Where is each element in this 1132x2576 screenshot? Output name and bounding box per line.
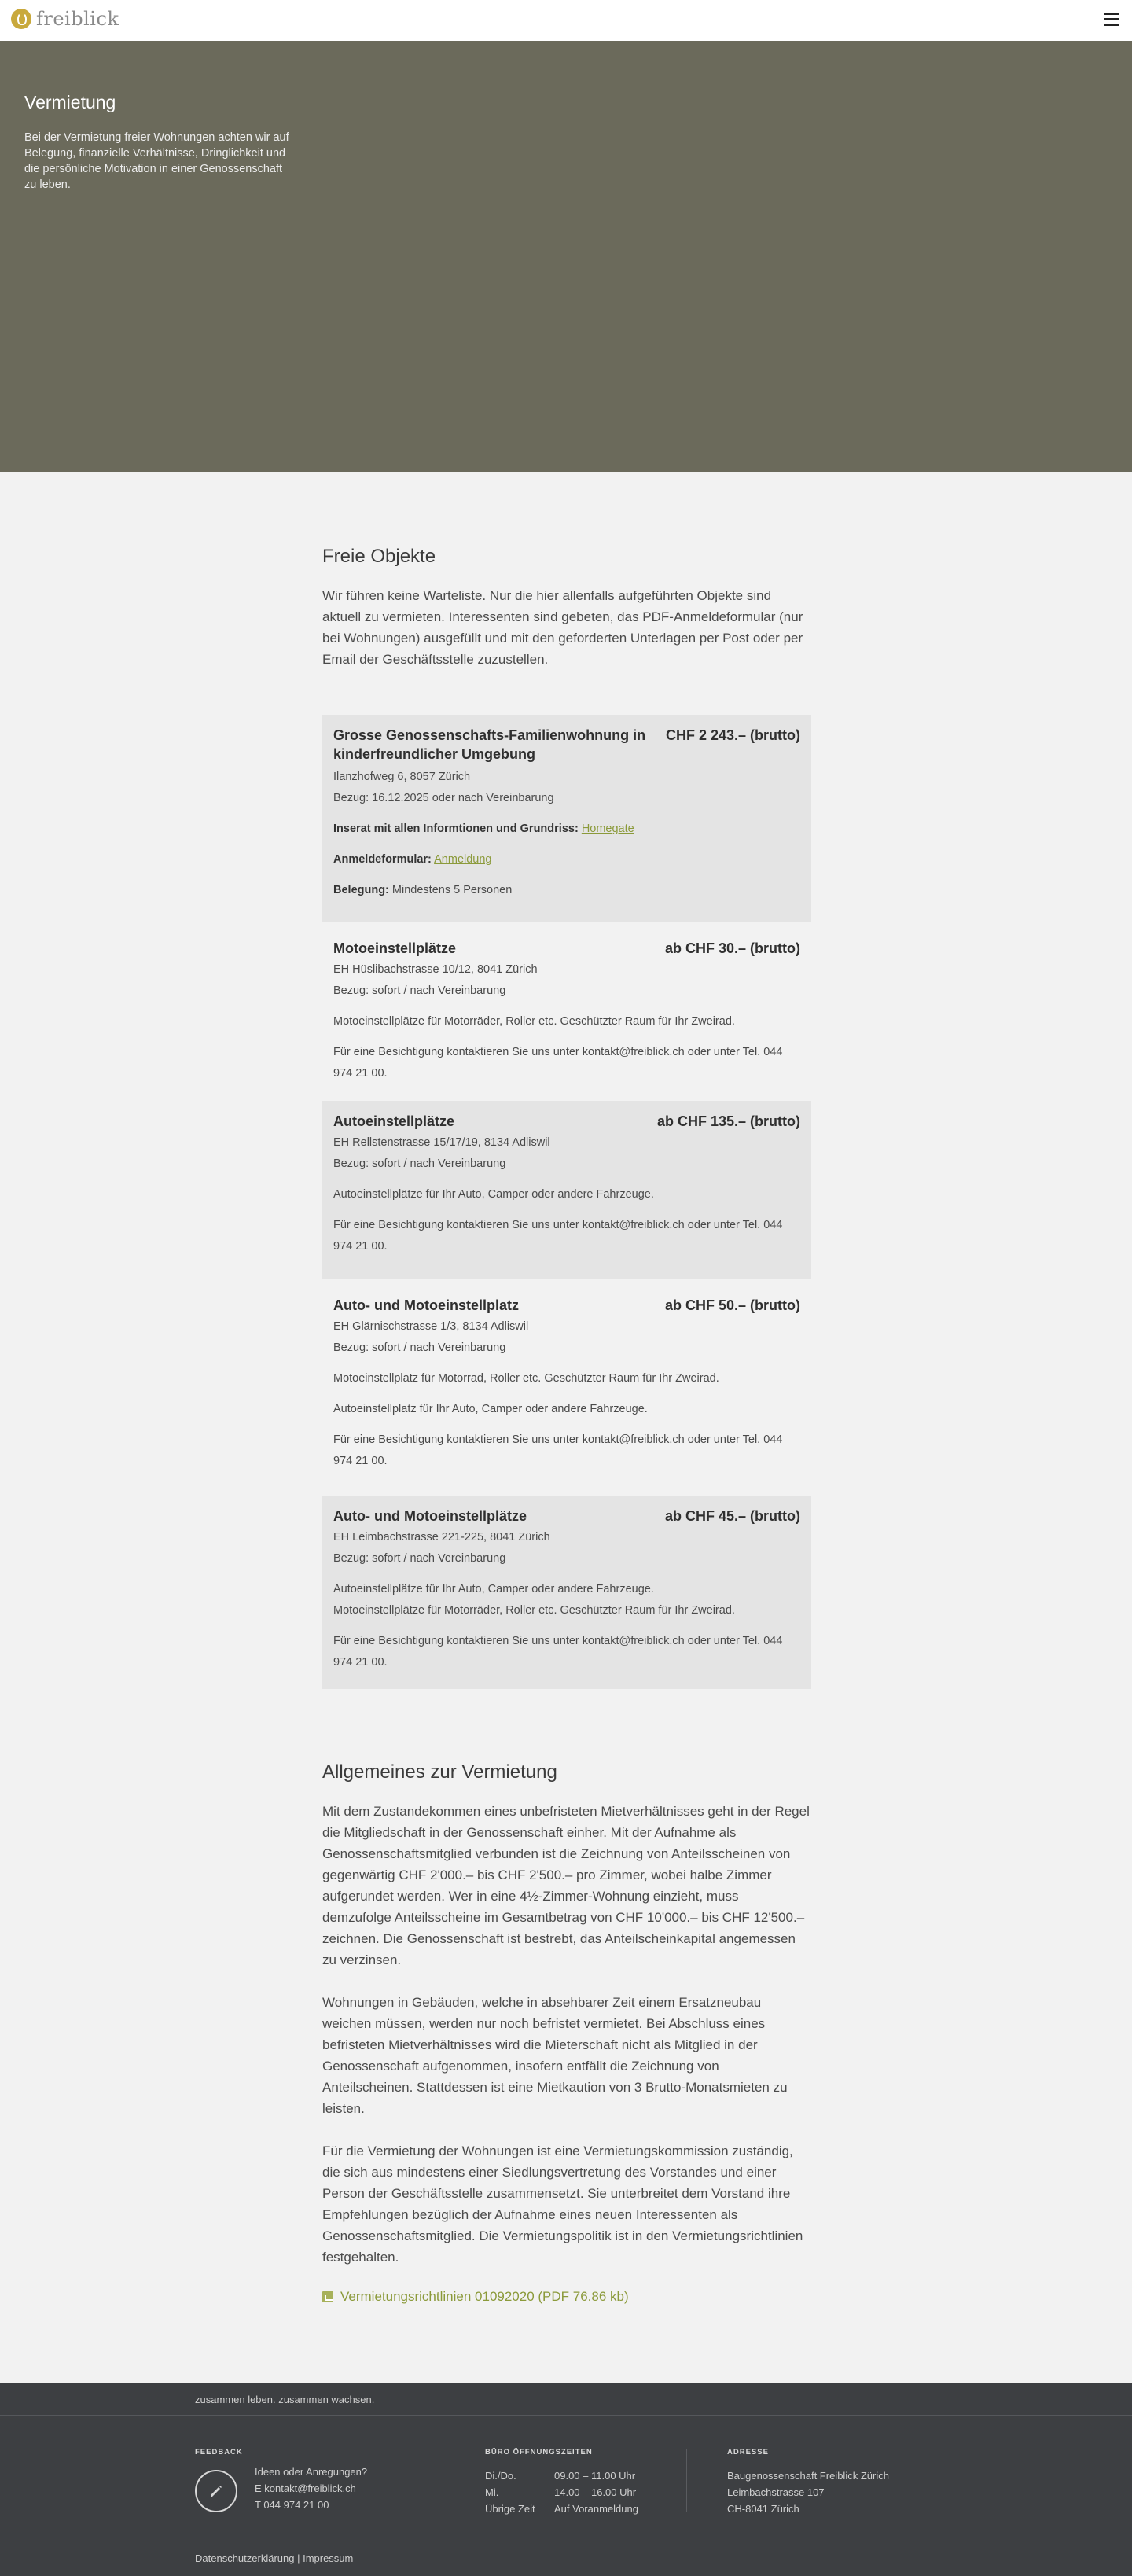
listing-address: EH Hüslibachstrasse 10/12, 8041 Zürich [333, 963, 538, 976]
listing-title: Motoeinstellplätze [333, 940, 457, 956]
listing-price: ab CHF 45.– (brutto) [664, 1508, 800, 1524]
listing-address: Ilanzhofweg 6, 8057 Zürich [333, 771, 471, 783]
footer-address [727, 2448, 932, 2517]
homegate-link[interactable]: Homegate [581, 822, 634, 835]
listing-form-line [333, 849, 800, 870]
pdf-icon [322, 2291, 333, 2302]
hours-row [485, 2467, 682, 2484]
listing-contact: Für eine Besichtigung kontaktieren Sie uns unter kontakt@freiblick.ch oder unter Tel. 044 974 21 00. [333, 1219, 783, 1253]
hours-day: Übrige Zeit [485, 2503, 535, 2515]
anmeldung-link[interactable]: Anmeldung [434, 853, 492, 866]
general-paragraph: Mit dem Zustandekommen eines unbefristeten Mietverhältnisses geht in der Regel die Mitgliedschaft in der Genossenschaft einher. Mit der Aufnahme als Genossenschaftsmitglied verbunden ist die Zeichnung von Anteilsscheinen von gegenwärtig CHF 2'000.– bis CHF 2'500.– pro Zimmer, wobei halbe Zimmer aufgerundet werden. Wer in eine 4½-Zimmer-Wohnung einzieht, muss demzufolge Anteilsscheine im Gesamtbetrag von CHF 10'000.– bis CHF 12'500.– zeichnen. Die Genossenschaft ist bestrebt, das Anteilscheinkapital angemessen zu verzinsen. [322, 1804, 810, 1967]
listing-price: ab CHF 135.– (brutto) [656, 1113, 800, 1129]
listing-availability: Bezug: sofort / nach Vereinbarung [333, 984, 506, 997]
free-objects-intro: Wir führen keine Warteliste. Nur die hier allenfalls aufgeführten Objekte sind aktuell zu vermieten. Interessenten sind gebeten, das PDF-Anmeldeformular (nur bei Wohnungen) ausgefüllt und mit den geforderten Unterlagen per Post oder per Email der Geschäftsstelle zuzustellen. [322, 588, 803, 667]
logo-text: freiblick [36, 8, 119, 30]
freiblick-logo[interactable] [11, 8, 119, 30]
listing-description: Autoeinstellplatz für Ihr Auto, Camper oder andere Fahrzeuge. [333, 1403, 648, 1415]
privacy-link[interactable]: Datenschutzerklärung [195, 2552, 295, 2564]
hours-day: Mi. [485, 2486, 499, 2498]
listing-title: Grosse Genossenschafts-Familienwohnung in kinderfreundlicher Umgebung [333, 727, 646, 762]
occupancy-value: Mindestens 5 Personen [391, 884, 513, 896]
imprint-link[interactable]: Impressum [303, 2552, 354, 2564]
listing-title: Auto- und Motoeinstellplätze [333, 1508, 527, 1524]
feedback-email[interactable]: E kontakt@freiblick.ch [255, 2482, 356, 2494]
footer-office-hours [485, 2448, 682, 2517]
feedback-phone[interactable]: T 044 974 21 00 [255, 2499, 329, 2511]
hero-text: Bei der Vermietung freier Wohnungen achten wir auf Belegung, finanzielle Verhältnisse, Dringlichkeit und die persönliche Motivation in einer Genossenschaft zu leben. [24, 131, 289, 191]
general-rental-section [322, 1761, 811, 2305]
pencil-icon[interactable] [195, 2470, 237, 2512]
address-line: Baugenossenschaft Freiblick Zürich [727, 2470, 889, 2482]
download-link-guidelines[interactable] [322, 2289, 811, 2305]
hours-row [485, 2484, 682, 2501]
general-paragraph: Für die Vermietung der Wohnungen ist eine Vermietungskommission zuständig, die sich aus mindestens einer Siedlungsvertretung des Vorstandes und einer Person der Geschäftsstelle zusammensetzt. Sie unterbreitet dem Vorstand ihre Empfehlungen bezüglich der Aufnahme eines neuen Interessenten als Genossenschaftsmitglied. Die Vermietungspolitik ist in den Vermietungsrichtlinien festgehalten. [322, 2144, 803, 2265]
listing-card [322, 1285, 811, 1489]
footer-tagline: zusammen leben. zusammen wachsen. [195, 2394, 375, 2405]
feedback-heading: FEEDBACK [195, 2448, 243, 2456]
hours-row [485, 2501, 682, 2517]
general-paragraph: Wohnungen in Gebäuden, welche in absehbarer Zeit einem Ersatzneubau weichen müssen, werden nur noch befristet vermietet. Bei Abschluss eines befristeten Mietverhältnisses wird die Mieterschaft nicht als Mitglied in der Genossenschaft aufgenommen, insofern entfällt die Zeichnung von Anteilscheinen. Stattdessen ist eine Mietkaution von 3 Brutto-Monatsmieten zu leisten. [322, 1995, 788, 2116]
listing-address: EH Leimbachstrasse 221-225, 8041 Zürich [333, 1531, 550, 1544]
listing-address: EH Rellstenstrasse 15/17/19, 8134 Adliswil [333, 1136, 550, 1149]
listing-description: Motoeinstellplätze für Motorräder, Roller etc. Geschützter Raum für Ihr Zweirad. [333, 1604, 735, 1617]
form-label: Anmeldeformular: [333, 853, 432, 866]
listing-contact: Für eine Besichtigung kontaktieren Sie uns unter kontakt@freiblick.ch oder unter Tel. 044 974 21 00. [333, 1433, 783, 1467]
address-heading: ADRESSE [727, 2448, 769, 2456]
footer [0, 2383, 1132, 2576]
hours-heading: BÜRO ÖFFNUNGSZEITEN [485, 2448, 593, 2456]
address-line: Leimbachstrasse 107 [727, 2486, 825, 2498]
logo-icon [11, 9, 31, 29]
occupancy-label: Belegung: [333, 884, 389, 896]
address-line: CH-8041 Zürich [727, 2503, 799, 2515]
inserat-label: Inserat mit allen Informtionen und Grundriss: [333, 822, 579, 835]
hamburger-menu-icon[interactable] [1104, 13, 1119, 27]
listing-title: Auto- und Motoeinstellplatz [333, 1297, 519, 1313]
hours-day: Di./Do. [485, 2470, 516, 2482]
listing-card [322, 928, 811, 1101]
listing-availability: Bezug: 16.12.2025 oder nach Vereinbarung [333, 792, 554, 804]
legal-separator: | [294, 2552, 303, 2564]
free-objects-section [322, 546, 811, 670]
listing-description: Motoeinstellplätze für Motorräder, Roller etc. Geschützter Raum für Ihr Zweirad. [333, 1015, 735, 1028]
listing-card [322, 1101, 811, 1279]
page-title: Vermietung [24, 92, 116, 112]
download-label: Vermietungsrichtlinien 01092020 (PDF 76.86 kb) [340, 2289, 629, 2304]
listing-availability: Bezug: sofort / nach Vereinbarung [333, 1157, 506, 1170]
hero-banner [0, 41, 1132, 472]
listing-card [322, 1496, 811, 1689]
hours-time: 14.00 – 16.00 Uhr [554, 2486, 637, 2498]
footer-legal-links [195, 2552, 353, 2564]
top-navigation-bar [0, 0, 1132, 41]
listing-title: Autoeinstellplätze [333, 1113, 455, 1129]
listing-description: Autoeinstellplätze für Ihr Auto, Camper oder andere Fahrzeuge. [333, 1583, 654, 1595]
listing-price: ab CHF 50.– (brutto) [664, 1297, 800, 1313]
listing-description: Motoeinstellplatz für Motorrad, Roller etc. Geschützter Raum für Ihr Zweirad. [333, 1372, 719, 1385]
feedback-line: Ideen oder Anregungen? [255, 2466, 368, 2478]
listing-description: Autoeinstellplätze für Ihr Auto, Camper oder andere Fahrzeuge. [333, 1188, 654, 1201]
listing-card [322, 715, 811, 922]
listing-availability: Bezug: sofort / nach Vereinbarung [333, 1552, 506, 1565]
listing-contact: Für eine Besichtigung kontaktieren Sie uns unter kontakt@freiblick.ch oder unter Tel. 044 974 21 00. [333, 1635, 783, 1669]
listing-occupancy-line [333, 880, 800, 901]
listing-price: CHF 2 243.– (brutto) [665, 727, 800, 743]
hours-time: Auf Voranmeldung [554, 2503, 638, 2515]
section-title-free-objects: Freie Objekte [322, 546, 436, 567]
listing-availability: Bezug: sofort / nach Vereinbarung [333, 1341, 506, 1354]
listing-price: ab CHF 30.– (brutto) [664, 940, 800, 956]
listing-contact: Für eine Besichtigung kontaktieren Sie uns unter kontakt@freiblick.ch oder unter Tel. 044 974 21 00. [333, 1046, 783, 1080]
footer-feedback [195, 2448, 399, 2534]
section-title-general: Allgemeines zur Vermietung [322, 1761, 557, 1783]
listing-inserat-line [333, 819, 800, 840]
hours-time: 09.00 – 11.00 Uhr [554, 2470, 636, 2482]
listing-address: EH Glärnischstrasse 1/3, 8134 Adliswil [333, 1320, 529, 1333]
